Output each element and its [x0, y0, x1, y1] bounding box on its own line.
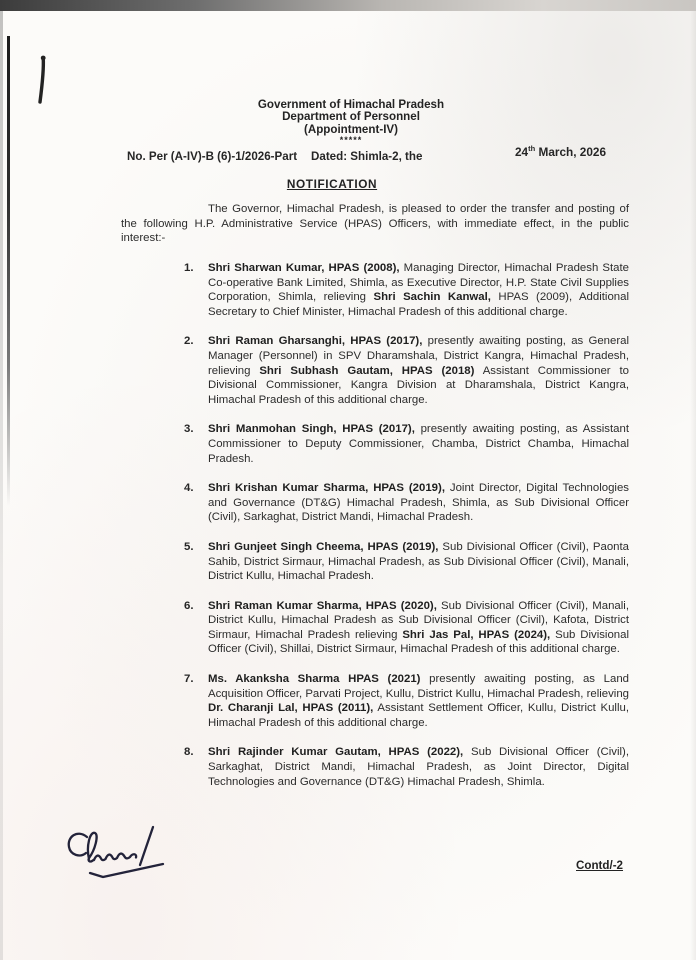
header-govt-line: Government of Himachal Pradesh [257, 98, 445, 111]
item-number: 1. [184, 262, 194, 274]
header-stars: ***** [339, 134, 363, 145]
document-date [515, 144, 606, 159]
header-appointment-line: (Appointment-IV) [303, 122, 399, 136]
item-text: Shri Raman Kumar Sharma, HPAS (2020), Sub Divisional Officer (Civil), Manali, District Kullu, Himachal Pradesh as Sub Divisional Officer (Civil), Kafota, District Sirmaur, Himachal Pradesh relieving Shri Jas Pal, HPAS (2024), Sub Divisional Officer (Civil), Shillai, District Sirmaur, Himachal Pradesh of this additional charge. [208, 599, 630, 656]
list-item [121, 422, 629, 466]
dated-label: Dated: Shimla-2, the [311, 150, 423, 163]
list-item [121, 540, 629, 584]
item-text: Shri Sharwan Kumar, HPAS (2008), Managing Director, Himachal Pradesh State Co-operative Bank Limited, Shimla, as Executive Director, H.P. State Civil Supplies Corporation, Shimla, relieving Shri Sachin Kanwal, HPAS (2009), Additional Secretary to Chief Minister, Himachal Pradesh of this additional charge. [208, 262, 629, 318]
list-item [121, 261, 629, 319]
item-number: 2. [184, 335, 194, 348]
item-number: 8. [184, 746, 194, 759]
notification-title: NOTIFICATION [286, 177, 378, 191]
item-number: 4. [184, 482, 194, 495]
item-number: 7. [184, 673, 194, 686]
list-item [121, 599, 629, 657]
item-number: 5. [184, 540, 194, 553]
list-item [121, 481, 629, 525]
intro-paragraph: The Governor, Himachal Pradesh, is pleased to order the transfer and posting of the following H.P. Administrative Service (HPAS) Officers, with immediate effect, in the public interest:- [121, 203, 629, 245]
item-text: Shri Raman Gharsanghi, HPAS (2017), presently awaiting posting, as General Manager (Personnel) in SPV Dharamshala, District Kangra, Himachal Pradesh, relieving Shri Subhash Gautam, HPAS (2018) Assistant Commissioner to Divisional Commissioner, Kangra Division at Dharamshala, District Kangra, Himachal Pradesh of this additional charge. [208, 335, 629, 406]
date-month-year: March, 2026 [535, 144, 607, 159]
date-ordinal-suffix: th [528, 144, 536, 153]
scan-edge-left-shadow [0, 11, 3, 960]
list-item [121, 745, 629, 789]
item-text: Shri Krishan Kumar Sharma, HPAS (2019), Joint Director, Digital Technologies and Governance (DT&G) Himachal Pradesh, Shimla, as Sub Divisional Officer (Civil), Sarkaghat, District Mandi, Himachal Pradesh. [208, 482, 629, 524]
item-number: 3. [184, 423, 194, 436]
list-item [121, 672, 629, 730]
header-dept-line: Department of Personnel [282, 110, 420, 124]
item-text: Shri Rajinder Kumar Gautam, HPAS (2022), Sub Divisional Officer (Civil), Sarkaghat, District Mandi, Himachal Pradesh, as Joint Director, Digital Technologies and Governance (DT&G) Himachal Pradesh, Shimla. [208, 746, 629, 788]
item-text: Ms. Akanksha Sharma HPAS (2021) presently awaiting posting, as Land Acquisition Officer, Parvati Project, Kullu, District Kullu, Himachal Pradesh, relieving Dr. Charanji Lal, HPAS (2011), Assistant Settlement Officer, Kullu, District Kullu, Himachal Pradesh of this additional charge. [208, 673, 629, 729]
signature-scribble-icon [60, 816, 178, 882]
item-text: Shri Gunjeet Singh Cheema, HPAS (2019), Sub Divisional Officer (Civil), Paonta Sahib, District Sirmaur, Himachal Pradesh, as Sub Divisional Officer (Civil), Manali, District Kullu, Himachal Pradesh. [208, 540, 629, 583]
date-day: 24 [515, 144, 529, 159]
list-item [121, 334, 629, 407]
reference-number: No. Per (A-IV)-B (6)-1/2026-Part [127, 150, 298, 163]
item-number: 6. [184, 599, 194, 612]
transfer-list [121, 261, 629, 804]
contd-label: Contd/-2 [576, 859, 624, 872]
item-text: Shri Manmohan Singh, HPAS (2017), presently awaiting posting, as Assistant Commissioner to Deputy Commissioner, Chamba, District Chamba, Himachal Pradesh. [208, 423, 629, 465]
document-header [0, 99, 696, 145]
scan-edge-top [0, 0, 696, 11]
scan-edge-right-shadow [690, 11, 696, 960]
